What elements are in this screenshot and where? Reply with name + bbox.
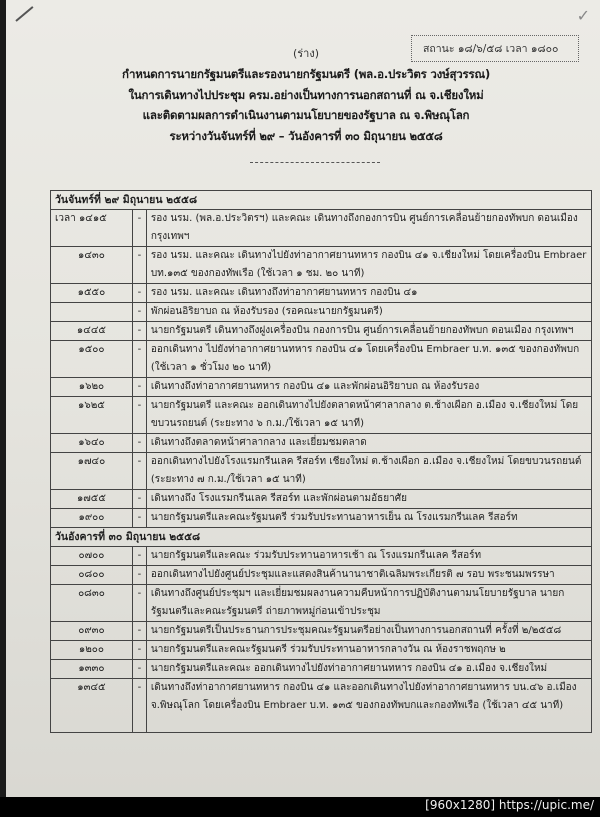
time-cell: ๑๕๕๐ xyxy=(51,284,133,303)
dash-cell: - xyxy=(132,547,146,566)
dash-cell: - xyxy=(132,453,146,490)
desc-cell: รอง นรม. และคณะ เดินทางไปยังท่าอากาศยานทหาร กองบิน ๔๑ จ.เชียงใหม่ โดยเครื่องบิน Embraer บท.๑๓๕ ของกองทัพเรือ (ใช้เวลา ๑ ชม. ๒๐ นาที) xyxy=(146,247,591,284)
table-row xyxy=(51,210,592,247)
time-cell: ๑๗๕๕ xyxy=(51,490,133,509)
desc-cell: เดินทางถึงท่าอากาศยานทหาร กองบิน ๔๑ และออกเดินทางไปยังท่าอากาศยานทหาร บน.๔๖ อ.เมือง จ.พิษณุโลก โดยเครื่องบิน Embraer บ.ท. ๑๓๕ ของกองทัพบกและกองทัพเรือ (ใช้เวลา ๔๕ นาที) xyxy=(146,679,591,733)
table-row xyxy=(51,303,592,322)
pen-mark xyxy=(15,6,33,22)
time-cell: ๑๔๔๕ xyxy=(51,322,133,341)
status-box: สถานะ ๑๘/๖/๕๘ เวลา ๑๘๐๐ xyxy=(411,35,579,62)
title-line-2: ในการเดินทางไปประชุม ครม.อย่างเป็นทางการนอกสถานที่ ณ จ.เชียงใหม่ xyxy=(128,87,484,102)
desc-cell: เดินทางถึงศูนย์ประชุมฯ และเยี่ยมชมผลงานความคืบหน้าการปฏิบัติงานตามนโยบายรัฐบาล นายกรัฐมนตรีและคณะรัฐมนตรี ถ่ายภาพหมู่ก่อนเข้าประชุม xyxy=(146,585,591,622)
day-header: วันอังคารที่ ๓๐ มิถุนายน ๒๕๕๘ xyxy=(51,528,592,547)
table-row xyxy=(51,322,592,341)
dash-cell: - xyxy=(132,284,146,303)
time-cell: ๐๘๐๐ xyxy=(51,566,133,585)
dash-cell: - xyxy=(132,622,146,641)
time-cell: ๑๒๐๐ xyxy=(51,641,133,660)
dash-cell: - xyxy=(132,434,146,453)
watermark-text: [960x1280] https://upic.me/ xyxy=(425,798,594,812)
title-line-4: ระหว่างวันจันทร์ที่ ๒๙ – วันอังคารที่ ๓๐ มิถุนายน ๒๕๕๘ xyxy=(169,128,443,143)
dash-cell: - xyxy=(132,210,146,247)
time-cell: ๑๔๓๐ xyxy=(51,247,133,284)
table-row xyxy=(51,341,592,378)
table-row xyxy=(51,509,592,528)
dash-cell: - xyxy=(132,303,146,322)
table-row xyxy=(51,247,592,284)
time-cell xyxy=(51,303,133,322)
table-row xyxy=(51,434,592,453)
title-line-1: กำหนดการนายกรัฐมนตรีและรองนายกรัฐมนตรี (พล.อ.ประวิตร วงษ์สุวรรณ) xyxy=(121,67,491,81)
title-line-3: และติดตามผลการดำเนินงานตามนโยบายของรัฐบาล ณ จ.พิษณุโลก xyxy=(142,108,470,122)
table-row xyxy=(51,490,592,509)
table-row xyxy=(51,378,592,397)
desc-cell: นายกรัฐมนตรีและคณะรัฐมนตรี ร่วมรับประทานอาหารเย็น ณ โรงแรมกรีนเลค รีสอร์ท xyxy=(146,509,591,528)
document-title xyxy=(6,64,600,146)
table-row xyxy=(51,641,592,660)
desc-cell: นายกรัฐมนตรี เดินทางถึงฝูงเครื่องบิน กองการบิน ศูนย์การเคลื่อนย้ายกองทัพบก ดอนเมือง กรุงเทพฯ xyxy=(146,322,591,341)
dash-cell: - xyxy=(132,490,146,509)
time-cell: ๑๖๔๐ xyxy=(51,434,133,453)
dash-cell: - xyxy=(132,247,146,284)
table-row xyxy=(51,397,592,434)
desc-cell: เดินทางถึงท่าอากาศยานทหาร กองบิน ๔๑ และพักผ่อนอิริยาบถ ณ ห้องรับรอง xyxy=(146,378,591,397)
day-header-row xyxy=(51,191,592,210)
time-cell: ๐๘๓๐ xyxy=(51,585,133,622)
desc-cell: ออกเดินทาง ไปยังท่าอากาศยานทหาร กองบิน ๔๑ โดยเครื่องบิน Embraer บ.ท. ๑๓๕ ของกองทัพบก (ใช้เวลา ๑ ชั่วโมง ๒๐ นาที) xyxy=(146,341,591,378)
dash-cell: - xyxy=(132,397,146,434)
day-header-row xyxy=(51,528,592,547)
desc-cell: นายกรัฐมนตรีและคณะรัฐมนตรี ร่วมรับประทานอาหารกลางวัน ณ ห้องราชพฤกษ ๒ xyxy=(146,641,591,660)
time-cell: เวลา ๑๔๑๕ xyxy=(51,210,133,247)
desc-cell: นายกรัฐมนตรีและคณะ ออกเดินทางไปยังท่าอากาศยานทหาร กองบิน ๔๑ อ.เมือง จ.เชียงใหม่ xyxy=(146,660,591,679)
dash-cell: - xyxy=(132,660,146,679)
desc-cell: พักผ่อนอิริยาบถ ณ ห้องรับรอง (รอคณะนายกรัฐมนตรี) xyxy=(146,303,591,322)
dash-cell: - xyxy=(132,341,146,378)
dash-cell: - xyxy=(132,566,146,585)
table-row xyxy=(51,547,592,566)
check-mark-icon: ✓ xyxy=(576,6,590,25)
time-cell: ๑๖๒๕ xyxy=(51,397,133,434)
desc-cell: เดินทางถึงตลาดหน้าศาลากลาง และเยี่ยมชมตลาด xyxy=(146,434,591,453)
desc-cell: รอง นรม. (พล.อ.ประวิตรฯ) และคณะ เดินทางถึงกองการบิน ศูนย์การเคลื่อนย้ายกองทัพบก ดอนเมือง กรุงเทพฯ xyxy=(146,210,591,247)
desc-cell: เดินทางถึง โรงแรมกรีนเลค รีสอร์ท และพักผ่อนตามอัธยาศัย xyxy=(146,490,591,509)
table-row xyxy=(51,453,592,490)
desc-cell: นายกรัฐมนตรี และคณะ ออกเดินทางไปยังตลาดหน้าศาลากลาง ต.ช้างเผือก อ.เมือง จ.เชียงใหม่ โดยขบวนรถยนต์ (ระยะทาง ๖ ก.ม./ใช้เวลา ๑๕ นาที) xyxy=(146,397,591,434)
day-header: วันจันทร์ที่ ๒๙ มิถุนายน ๒๕๕๘ xyxy=(51,191,592,210)
dash-cell: - xyxy=(132,378,146,397)
draft-label: (ร่าง) xyxy=(292,47,320,60)
time-cell: ๑๗๔๐ xyxy=(51,453,133,490)
dash-cell: - xyxy=(132,585,146,622)
dash-cell: - xyxy=(132,679,146,733)
table-row xyxy=(51,566,592,585)
desc-cell: รอง นรม. และคณะ เดินทางถึงท่าอากาศยานทหาร กองบิน ๔๑ xyxy=(146,284,591,303)
desc-cell: ออกเดินทางไปยังโรงแรมกรีนเลค รีสอร์ท เชียงใหม่ ต.ช้างเผือก อ.เมือง จ.เชียงใหม่ โดยขบวนรถยนต์ (ระยะทาง ๗ ก.ม./ใช้เวลา ๑๕ นาที) xyxy=(146,453,591,490)
schedule-table xyxy=(50,190,592,733)
time-cell: ๐๙๓๐ xyxy=(51,622,133,641)
desc-cell: นายกรัฐมนตรีและคณะ ร่วมรับประทานอาหารเช้า ณ โรงแรมกรีนเลค รีสอร์ท xyxy=(146,547,591,566)
time-cell: ๑๓๓๐ xyxy=(51,660,133,679)
dash-cell: - xyxy=(132,509,146,528)
table-row xyxy=(51,585,592,622)
dash-cell: - xyxy=(132,641,146,660)
desc-cell: ออกเดินทางไปยังศูนย์ประชุมและแสดงสินค้านานาชาติเฉลิมพระเกียรติ ๗ รอบ พระชนมพรรษา xyxy=(146,566,591,585)
table-row xyxy=(51,679,592,733)
separator-line xyxy=(250,162,380,163)
desc-cell: นายกรัฐมนตรีเป็นประธานการประชุมคณะรัฐมนตรีอย่างเป็นทางการนอกสถานที่ ครั้งที่ ๒/๒๕๕๘ xyxy=(146,622,591,641)
dash-cell: - xyxy=(132,322,146,341)
time-cell: ๑๖๒๐ xyxy=(51,378,133,397)
time-cell: ๐๗๐๐ xyxy=(51,547,133,566)
time-cell: ๑๕๐๐ xyxy=(51,341,133,378)
time-cell: ๑๙๐๐ xyxy=(51,509,133,528)
time-cell: ๑๓๔๕ xyxy=(51,679,133,733)
table-row xyxy=(51,284,592,303)
table-row xyxy=(51,622,592,641)
table-row xyxy=(51,660,592,679)
